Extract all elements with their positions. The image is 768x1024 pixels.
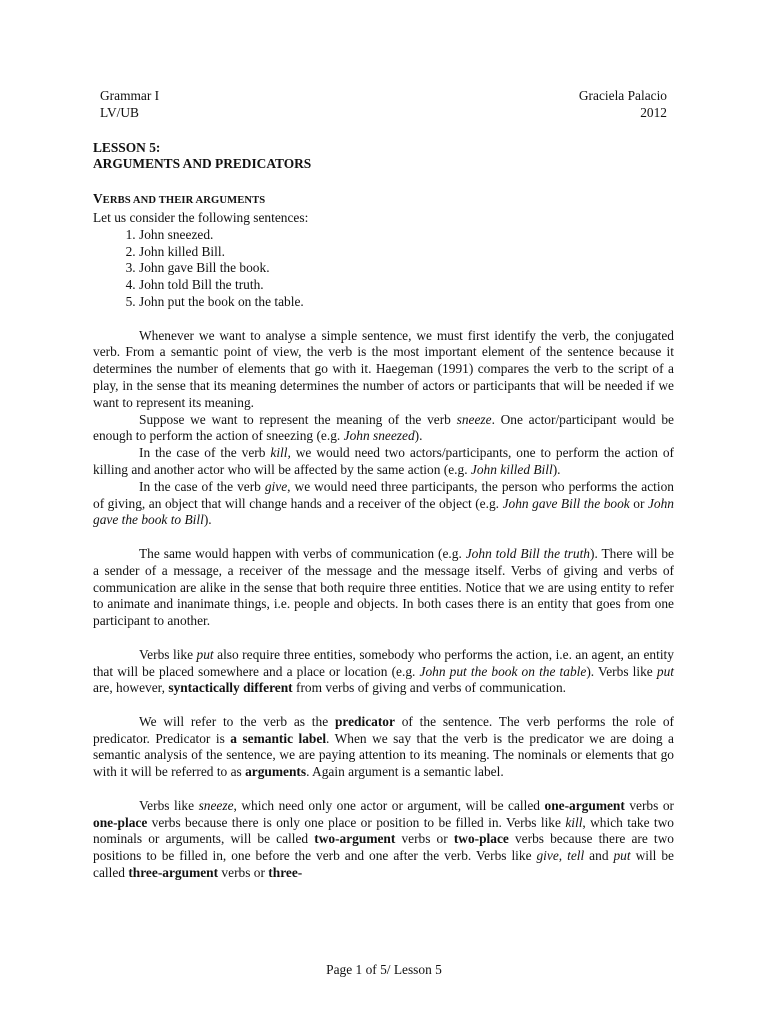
header-left <box>100 88 159 122</box>
bold-term: two-place <box>453 831 509 847</box>
text-run: verbs or <box>624 797 674 813</box>
text-run: from verbs of giving and verbs of communication. <box>292 680 566 696</box>
text-run: The same would happen with verbs of communication (e.g. <box>139 545 466 561</box>
text-run: , which need only one actor or argument, will be called <box>233 797 545 813</box>
paragraph-argument-counts <box>93 798 674 882</box>
text-run: . When we say that the verb is the predicator we are doing a semantic analysis of the sentence, we are paying attention to its meaning. The nominals or elements that go with it will be referred to as <box>93 730 675 780</box>
text-run: Verbs like <box>139 646 197 662</box>
section-intro: Let us consider the following sentences: <box>93 209 309 225</box>
text-run: , which take two nominals or arguments, will be called <box>93 814 674 847</box>
text-run: ). There will be a sender of a message, a receiver of the message and the message itself. Verbs of giving and verbs of communication are alike in the sense that both require three entities. Notice that we are using entity to refer to animate and inanimate things, i.e. people and objects. In both cases there is an entity that goes from one participant to another. <box>93 545 674 629</box>
italic-term: give <box>264 478 288 494</box>
bold-term: three- <box>268 865 303 881</box>
text-run: We will refer to the verb as the <box>139 713 335 729</box>
italic-term: sneeze <box>198 797 234 813</box>
text-run: verbs because there is only one place or position to be filled in. Verbs like <box>147 814 566 830</box>
text-run: Whenever we want to analyse a simple sentence, we must first identify the verb, the conjugated verb. From a semantic point of view, the verb is the most important element of the sentence because it determines the number of elements that go with it. Haegeman (1991) compares the verb to the script of a play, in the sense that its meaning determines the number of actors or participants that will be needed if we want to represent its meaning. <box>93 327 674 410</box>
text-run: , we would need three participants, the person who performs the action of giving, an object that will change hands and a receiver of the object (e.g. <box>93 478 674 511</box>
text-run: ). Verbs like <box>586 663 657 679</box>
italic-term: John told Bill the truth <box>465 545 590 561</box>
italic-term: put <box>196 646 214 662</box>
text-run: and <box>584 848 614 864</box>
section-heading-initial: V <box>93 191 103 207</box>
lesson-heading <box>93 140 674 174</box>
document-page <box>93 88 674 882</box>
italic-term: John sneezed <box>343 428 415 444</box>
text-run: verbs or <box>218 865 269 881</box>
italic-term: John put the book on the table <box>419 663 587 679</box>
text-run: verbs or <box>395 831 454 847</box>
paragraph-predicator <box>93 714 674 781</box>
text-run: Verbs like <box>139 797 199 813</box>
text-run: are, however, <box>93 680 169 696</box>
institution: LV/UB <box>100 104 139 120</box>
text-run: ). <box>552 461 561 477</box>
bold-term: two-argument <box>314 831 396 847</box>
paragraph-sneeze <box>93 412 674 446</box>
paragraph-verb-importance <box>93 328 674 412</box>
spacer <box>93 697 674 714</box>
italic-term: John gave Bill the book <box>502 495 630 511</box>
spacer <box>93 311 674 328</box>
bold-term: one-place <box>93 814 148 830</box>
text-run: . Again argument is a semantic label. <box>306 764 504 780</box>
italic-term: put <box>613 848 631 864</box>
italic-term: sneeze <box>456 411 492 427</box>
bold-term: syntactically different <box>168 680 293 696</box>
course-name: Grammar I <box>100 88 160 103</box>
text-run: also require three entities, somebody who performs the action, i.e. an agent, an entity that will be placed somewhere and a place or location (e.g. <box>93 646 674 679</box>
text-run: or <box>629 495 648 511</box>
paragraph-put <box>93 647 674 697</box>
bold-term: one-argument <box>544 797 625 813</box>
italic-term: John killed Bill <box>470 461 553 477</box>
section-heading <box>93 191 674 210</box>
bold-term: arguments <box>245 764 307 780</box>
text-run: will be called <box>93 848 674 881</box>
example-sentence: 4. John told Bill the truth. <box>139 277 674 294</box>
example-sentence: 3. John gave Bill the book. <box>139 260 674 277</box>
italic-term: tell <box>567 848 585 864</box>
italic-term: kill <box>565 814 583 830</box>
text-run: ). <box>203 512 212 528</box>
example-sentence: 1. John sneezed. <box>139 227 674 244</box>
italic-term: give <box>536 848 559 864</box>
italic-term: kill, <box>270 445 291 461</box>
paragraph-give <box>93 479 674 529</box>
spacer <box>93 630 674 647</box>
italic-term: John gave the book to Bill <box>93 495 674 528</box>
text-run: Suppose we want to represent the meaning of the verb <box>139 411 457 427</box>
page-footer: Page 1 of 5/ Lesson 5 <box>326 962 442 977</box>
document-header <box>93 88 674 122</box>
text-run: . One actor/participant would be enough to perform the action of sneezing (e.g. <box>93 411 674 444</box>
text-run: verbs because there are two positions to be filled in, one before the verb and one after the verb. Verbs like <box>93 831 675 864</box>
lesson-title: ARGUMENTS AND PREDICATORS <box>93 156 312 172</box>
italic-term: put <box>656 663 674 679</box>
example-sentence: 5. John put the book on the table. <box>139 294 674 311</box>
section-heading-rest: ERBS AND THEIR ARGUMENTS <box>102 195 266 207</box>
year: 2012 <box>640 104 667 120</box>
paragraph-communication <box>93 546 674 630</box>
text-run: we would need two actors/participants, one to perform the action of killing and another actor who will be affected by the same action (e.g. <box>93 445 674 477</box>
lesson-number: LESSON 5: <box>93 139 161 155</box>
bold-term: predicator <box>334 713 395 729</box>
text-run: , <box>558 848 568 864</box>
text-run: In the case of the verb <box>139 478 265 494</box>
header-right <box>579 88 667 122</box>
spacer <box>93 529 674 546</box>
example-sentence-list <box>93 227 674 311</box>
author-name: Graciela Palacio <box>578 88 667 103</box>
example-sentence: 2. John killed Bill. <box>139 244 674 261</box>
bold-term: three-argument <box>128 865 219 881</box>
spacer <box>93 781 674 798</box>
text-run: ). <box>414 428 423 444</box>
text-run: In the case of the verb <box>139 445 271 461</box>
bold-term: a semantic label <box>230 730 327 746</box>
text-run: of the sentence. The verb performs the role of predicator. Predicator is <box>93 713 674 746</box>
paragraph-kill <box>93 445 674 479</box>
